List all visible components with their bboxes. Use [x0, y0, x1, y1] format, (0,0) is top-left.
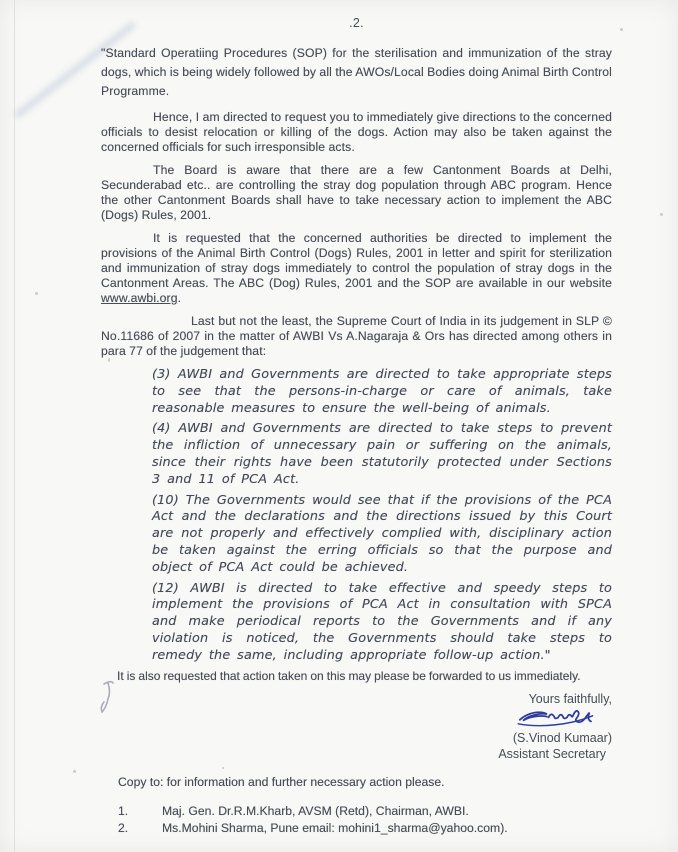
- judgement-quote-4: (4) AWBI and Governments are directed to take steps to prevent the infliction of unnecessary pain or suffering on the animals, since their rights have been statutorily protected under Sections 3 and 11 of PCA Act.: [152, 421, 612, 487]
- closing-request-line: It is also requested that action taken on this may please be forwarded to us immediately.: [117, 668, 581, 683]
- cc-item-number: 1.: [118, 804, 129, 819]
- cc-item-text: Ms.Mohini Sharma, Pune email: mohini1_sharma@yahoo.com).: [162, 820, 508, 835]
- signature-scribble-icon: [506, 707, 604, 731]
- page-number: .2.: [349, 16, 364, 30]
- cc-item: [118, 803, 612, 820]
- scan-speck: [660, 213, 663, 216]
- paragraph-supreme-court: Last but not the least, the Supreme Court of India in its judgement in SLP © No.11686 of 2007 in the matter of AWBI Vs A.Nagaraja & Ors has directed among others in para 77 of the judgement that:: [101, 314, 612, 358]
- paragraph-suffix: .: [177, 291, 182, 305]
- cc-item-number: 2.: [118, 820, 129, 835]
- awbi-website-link: www.awbi.org: [101, 291, 178, 305]
- scan-speck: [620, 28, 623, 31]
- paragraph-text: It is requested that the concerned authorities be directed to implement the provisions of the Animal Birth Control (Dogs) Rules, 2001 in letter and spirit for sterilization and immunization of stray dogs immediately to control the population of stray dogs in the Cantonment Areas. The ABC (Dog) Rules, 2001 and the SOP are available in our website: [101, 231, 612, 290]
- paragraph-hence-directed: Hence, I am directed to request you to immediately give directions to the concerned officials to desist relocation or killing of the dogs. Action may also be taken against the concerned officials for such irresponsible acts.: [101, 110, 612, 154]
- cc-item-text: Maj. Gen. Dr.R.M.Kharb, AVSM (Retd), Chairman, AWBI.: [162, 804, 469, 819]
- paragraph-it-is-requested: [101, 231, 612, 306]
- paragraph-board-aware: The Board is aware that there are a few Cantonment Boards at Delhi, Secunderabad etc.. are controlling the stray dog population through ABC program. Hence the other Cantonment Boards shall have to take necessary action to implement the ABC (Dogs) Rules, 2001.: [101, 163, 612, 222]
- valediction: Yours faithfully,: [528, 691, 612, 706]
- cc-list: [101, 803, 612, 836]
- scan-speck: [35, 292, 38, 295]
- judgement-quote-12: (12) AWBI is directed to take effective and speedy steps to implement the provisions of PCA Act in consultation with SPCA and make periodical reports to the Governments and if any violation is noticed, the Governments should take steps to remedy the same, including appropriate follow-up action.": [152, 580, 612, 663]
- signatory-name: (S.Vinod Kumaar): [512, 731, 612, 746]
- cc-item: [118, 820, 612, 837]
- paragraph-sop: "Standard Operatiing Procedures (SOP) for the sterilisation and immunization of the stray dogs, which is being widely followed by all the AWOs/Local Bodies doing Animal Birth Control Programme.: [101, 46, 612, 98]
- letter-body: [101, 44, 612, 836]
- scan-page-edge-line: [14, 0, 15, 852]
- judgement-quote-3: (3) AWBI and Governments are directed to take appropriate steps to see that the persons-in-charge or care of animals, take reasonable measures to ensure the well-being of animals.: [152, 367, 612, 416]
- judgement-quote-10: (10) The Governments would see that if the provisions of the PCA Act and the declarations and the directions issued by this Court are not properly and effectively complied with, disciplinary action be taken against the erring officials so that the purpose and object of PCA Act could be achieved.: [152, 492, 612, 575]
- signatory-title: Assistant Secretary: [498, 746, 606, 761]
- scan-speck: [73, 770, 76, 773]
- signature-block: [101, 692, 612, 763]
- copy-to-line: Copy to: for information and further necessary action please.: [118, 775, 445, 790]
